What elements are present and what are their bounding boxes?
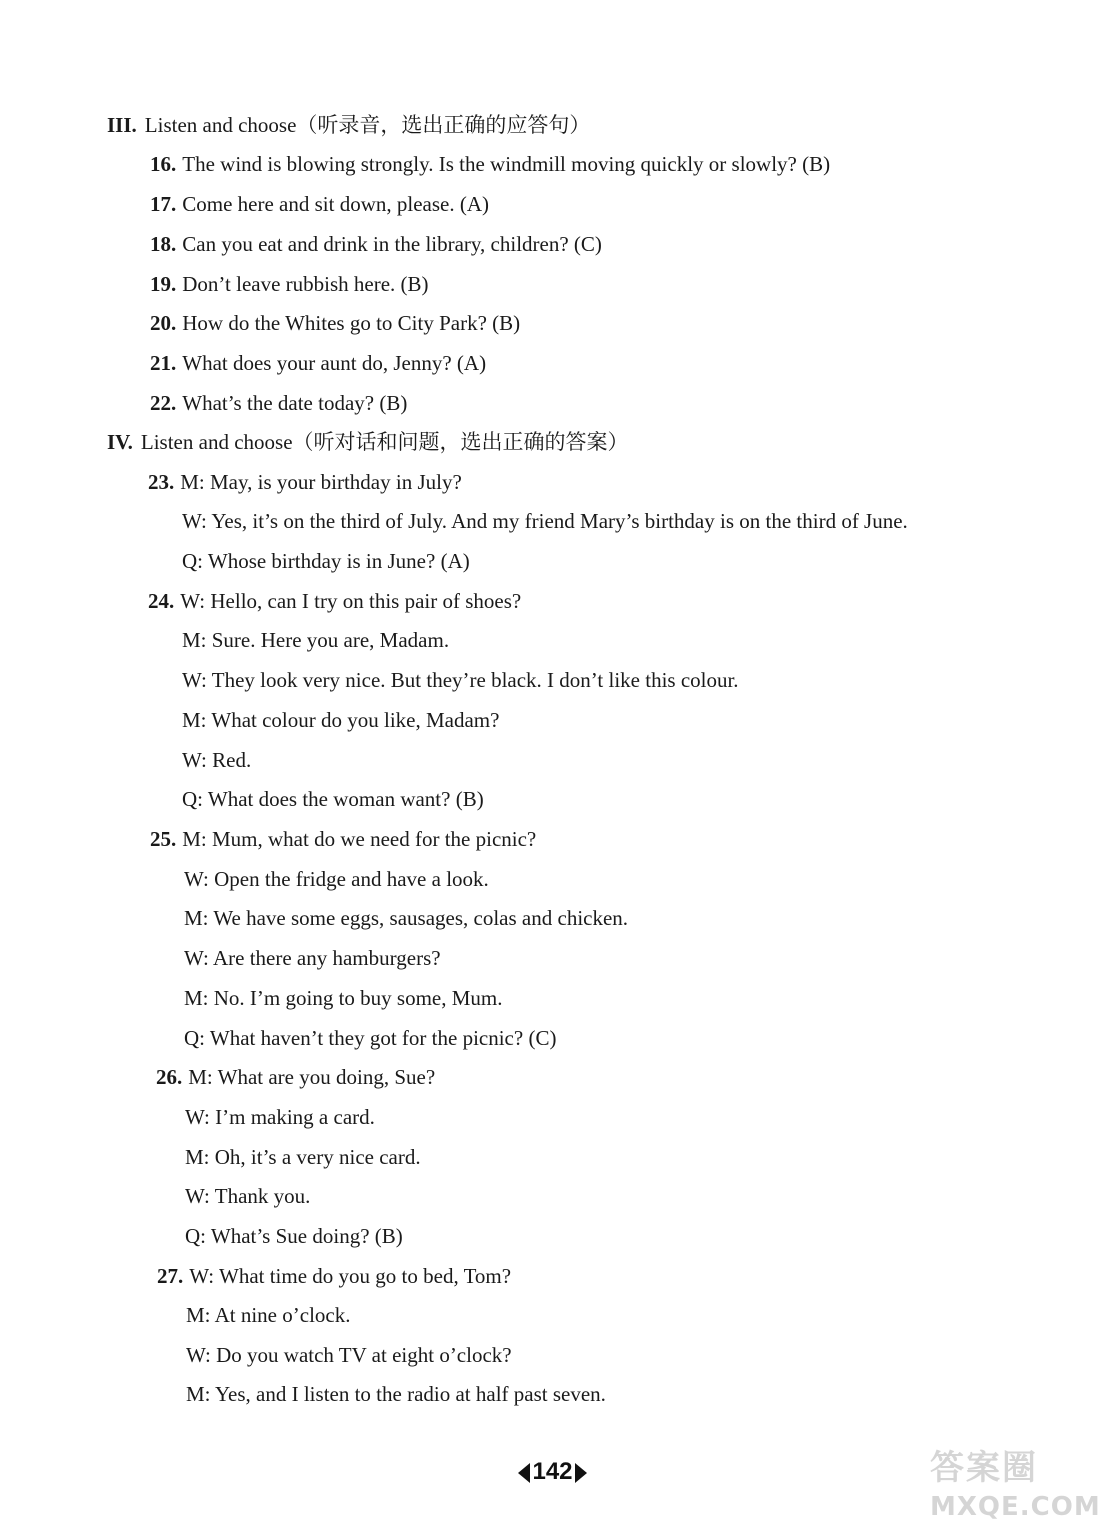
question-item xyxy=(150,350,486,376)
dialogue-line xyxy=(148,588,521,614)
section-title: Listen and choose（听对话和问题，选出正确的答案） xyxy=(140,430,629,454)
question-text: What’s the date today? (B) xyxy=(182,391,408,415)
question-text: How do the Whites go to City Park? (B) xyxy=(182,311,521,335)
page-number-text: 142 xyxy=(532,1458,573,1485)
dialogue-line: W: Thank you. xyxy=(185,1184,311,1208)
question-item xyxy=(150,231,602,257)
section-heading-iii xyxy=(107,112,590,138)
question-number: 20. xyxy=(150,311,177,335)
question-number: 22. xyxy=(150,391,177,415)
question-number: 23. xyxy=(148,470,175,494)
dialogue-line xyxy=(157,1263,511,1289)
dialogue-line: W: Yes, it’s on the third of July. And my friend Mary’s birthday is on the third of June. xyxy=(182,509,908,533)
question-number: 26. xyxy=(156,1065,183,1089)
question-number: 19. xyxy=(150,272,177,296)
dialogue-line: W: Red. xyxy=(182,748,252,772)
question-number: 21. xyxy=(150,351,177,375)
question-text: Can you eat and drink in the library, children? (C) xyxy=(182,232,602,256)
watermark-top-text: 答案圈 xyxy=(930,1448,1038,1488)
dialogue-line xyxy=(150,826,536,852)
dialogue-line: M: At nine o’clock. xyxy=(186,1303,351,1327)
dialogue-line: M: We have some eggs, sausages, colas and chicken. xyxy=(184,906,629,930)
question-number: 18. xyxy=(150,232,177,256)
dialogue-line: W: I’m making a card. xyxy=(185,1105,375,1129)
question-number: 27. xyxy=(157,1264,184,1288)
question-item xyxy=(150,271,429,297)
question-number: 24. xyxy=(148,589,175,613)
dialogue-text: W: What time do you go to bed, Tom? xyxy=(189,1264,512,1288)
dialogue-text: M: Mum, what do we need for the picnic? xyxy=(182,827,537,851)
watermark-logo xyxy=(930,1440,1100,1530)
question-number: 17. xyxy=(150,192,177,216)
section-roman: IV. xyxy=(107,430,133,454)
question-item xyxy=(150,310,520,336)
question-item xyxy=(150,151,830,177)
dialogue-line: Q: What does the woman want? (B) xyxy=(182,787,484,811)
dialogue-line: W: They look very nice. But they’re black. I don’t like this colour. xyxy=(182,668,739,692)
dialogue-line: M: What colour do you like, Madam? xyxy=(182,708,500,732)
dialogue-line xyxy=(148,469,462,495)
question-text: The wind is blowing strongly. Is the windmill moving quickly or slowly? (B) xyxy=(182,152,831,176)
dialogue-text: M: What are you doing, Sue? xyxy=(188,1065,436,1089)
question-text: Don’t leave rubbish here. (B) xyxy=(182,272,429,296)
dialogue-line: M: Yes, and I listen to the radio at half past seven. xyxy=(186,1382,606,1406)
dialogue-line: W: Do you watch TV at eight o’clock? xyxy=(186,1343,512,1367)
question-number: 25. xyxy=(150,827,177,851)
question-number: 16. xyxy=(150,152,177,176)
dialogue-text: W: Hello, can I try on this pair of shoes? xyxy=(180,589,522,613)
dialogue-line: W: Are there any hamburgers? xyxy=(184,946,441,970)
question-item xyxy=(150,191,489,217)
question-text: What does your aunt do, Jenny? (A) xyxy=(182,351,487,375)
dialogue-line: Q: What’s Sue doing? (B) xyxy=(185,1224,403,1248)
question-item xyxy=(150,390,407,416)
dialogue-line: M: Sure. Here you are, Madam. xyxy=(182,628,450,652)
watermark-bottom-text: MXQE.COM xyxy=(930,1492,1101,1522)
dialogue-line: Q: What haven’t they got for the picnic? (C) xyxy=(184,1026,557,1050)
dialogue-line xyxy=(156,1064,435,1090)
dialogue-text: M: May, is your birthday in July? xyxy=(180,470,462,494)
right-arrow-icon xyxy=(575,1463,587,1483)
dialogue-line: Q: Whose birthday is in June? (A) xyxy=(182,549,470,573)
dialogue-line: M: No. I’m going to buy some, Mum. xyxy=(184,986,503,1010)
dialogue-line: W: Open the fridge and have a look. xyxy=(184,867,489,891)
dialogue-line: M: Oh, it’s a very nice card. xyxy=(185,1145,421,1169)
section-title: Listen and choose（听录音，选出正确的应答句） xyxy=(144,113,591,137)
question-text: Come here and sit down, please. (A) xyxy=(182,192,489,216)
left-arrow-icon xyxy=(518,1463,530,1483)
section-roman: III. xyxy=(107,113,137,137)
section-heading-iv xyxy=(107,429,629,455)
